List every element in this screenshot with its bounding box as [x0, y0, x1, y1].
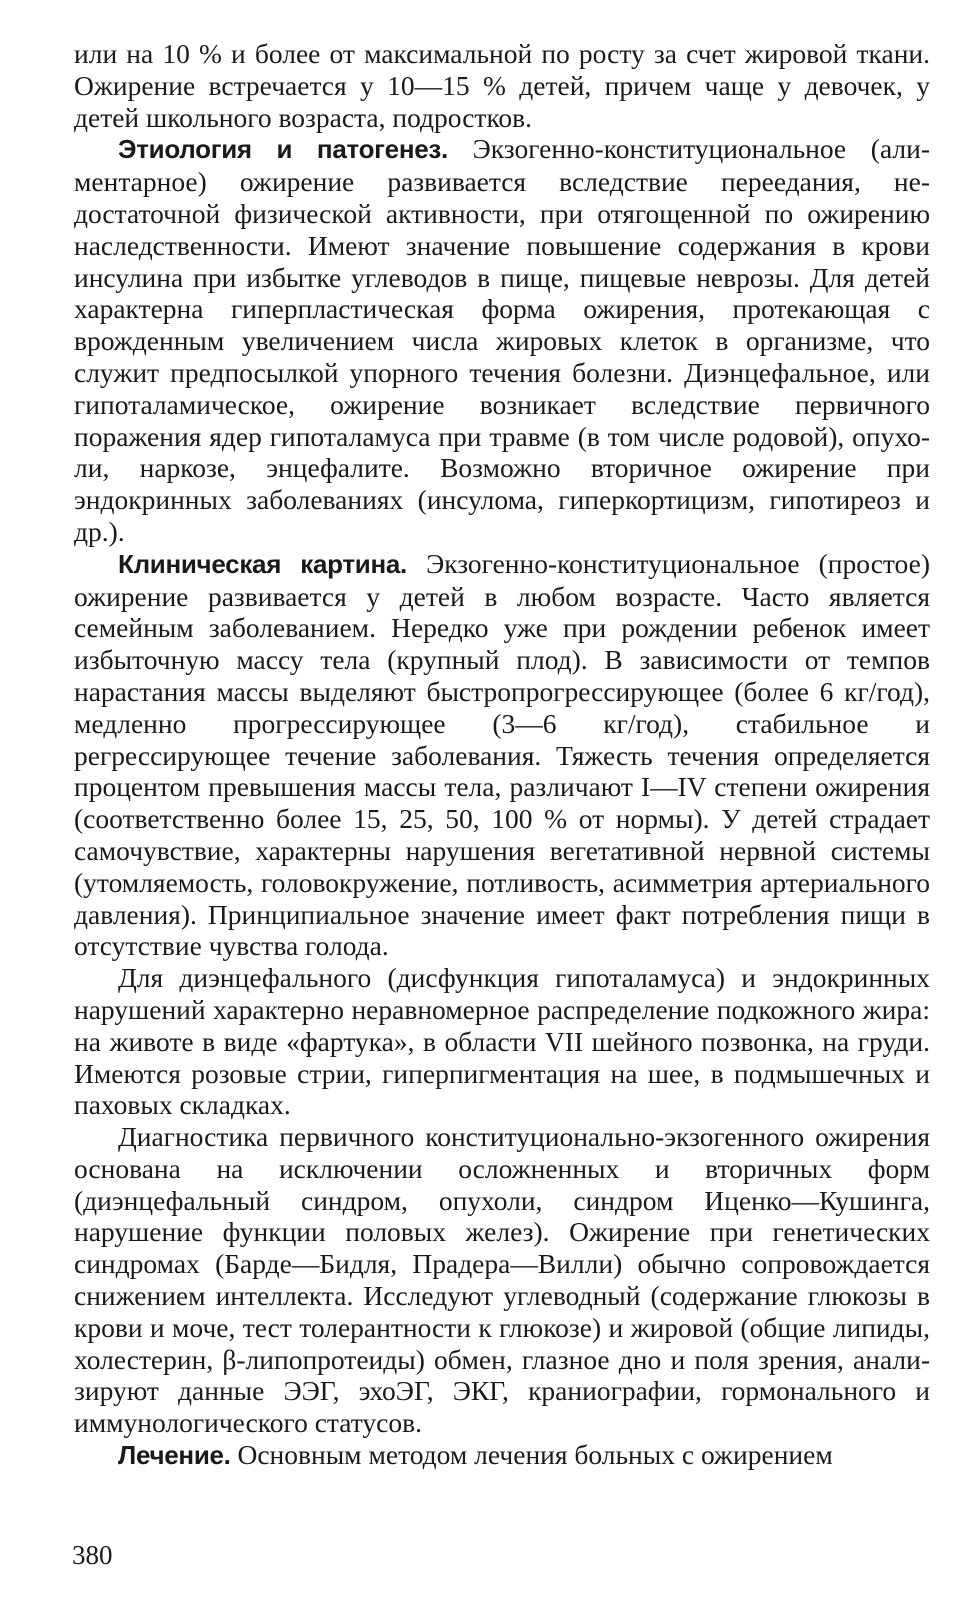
paragraph-treatment	[74, 1439, 930, 1472]
paragraph-text: Основным методом лечения больных с ожирением	[237, 1439, 833, 1471]
page-body	[74, 38, 930, 1472]
section-heading-treatment: Лечение.	[118, 1440, 231, 1471]
paragraph-diencephalic	[74, 962, 930, 1121]
paragraph-text: Для диэнцефального (дисфункция гипоталамуса) и эндокринных нарушений характерно неравномерное распределение подкожного жира: на животе в виде «фартука», в области VII шейного позвонка, на груди. Имеются розовые стрии, гиперпигментация на шее, в подмышечных и паховых складках.	[74, 962, 930, 1121]
section-heading-etiology: Этиология и патогенез.	[118, 134, 448, 165]
paragraph-text: Экзогенно-конституциональное (простое) ожирение развивается у детей в любом возрасте. Часто является семейным заболеванием. Нередко уже при рождении ребенок имеет избыточную массу тела (крупный плод). В зависимости от темпов нарастания массы выделяют быстропрогрессирующее (более 6 кг/год), медленно прогрессирующее (3—6 кг/год), стабильное и регрессирующее течение заболевания. Тяжесть течения определяется процентом превышения массы тела, различают I—IV степени ожирения (соответственно более 15, 25, 50, 100 % от нормы). У детей страдает самочувствие, характерны нарушения вегетативной нервной системы (утомляемость, головокружение, потливость, асимметрия артериального давления). Принципиальное значение имеет факт потребления пищи в отсутствие чувства голода.	[74, 547, 931, 962]
page-number: 380	[72, 1540, 113, 1570]
paragraph-intro	[74, 38, 930, 133]
paragraph-text: или на 10 % и более от максимальной по росту за счет жировой ткани. Ожирение встречается у 10—15 % детей, причем чаще у девочек, у детей школьного возраста, подростков.	[74, 38, 930, 133]
paragraph-text: Экзогенно-конституциональное (алиментарное) ожирение развивается вследствие переедания, недостаточной физической активности, при отягощенной по ожирению наследственности. Имеют значение повышение содержания в крови инсулина при избытке углеводов в пище, пищевые неврозы. Для детей характерна гиперпластическая форма ожирения, протекающая с врожденным увеличением числа жировых клеток в организме, что служит предпосылкой упорного течения болезни. Диэнцефальное, или гипоталамическое, ожирение возникает вследствие первичного поражения ядер гипоталамуса при травме (в том числе родовой), опухоли, наркозе, энцефалите. Возможно вторичное ожирение при эндокринных заболеваниях (инсулома, гиперкортицизм, гипотиреоз и др.).	[74, 133, 931, 547]
paragraph-text: Диагностика первичного конституционально-экзогенного ожирения основана на исключении осложненных и вторичных форм (диэнцефальный синдром, опухоли, синдром Иценко—Кушинга, нарушение функции половых желез). Ожирение при генетических синдромах (Барде—Бидля, Прадера—Вилли) обычно сопровождается снижением интеллекта. Исследуют углеводный (содержание глюкозы в крови и моче, тест толерантности к глюкозе) и жировой (общие липиды, холестерин, β-липопротеиды) обмен, глазное дно и поля зрения, анализируют данные ЭЭГ, эхоЭГ, ЭКГ, краниографии, гормонального и иммунологического статусов.	[74, 1121, 930, 1439]
paragraph-diagnostics	[74, 1121, 930, 1439]
paragraph-clinical	[74, 548, 930, 962]
paragraph-etiology	[74, 133, 930, 547]
section-heading-clinical: Клиническая картина.	[118, 548, 407, 579]
